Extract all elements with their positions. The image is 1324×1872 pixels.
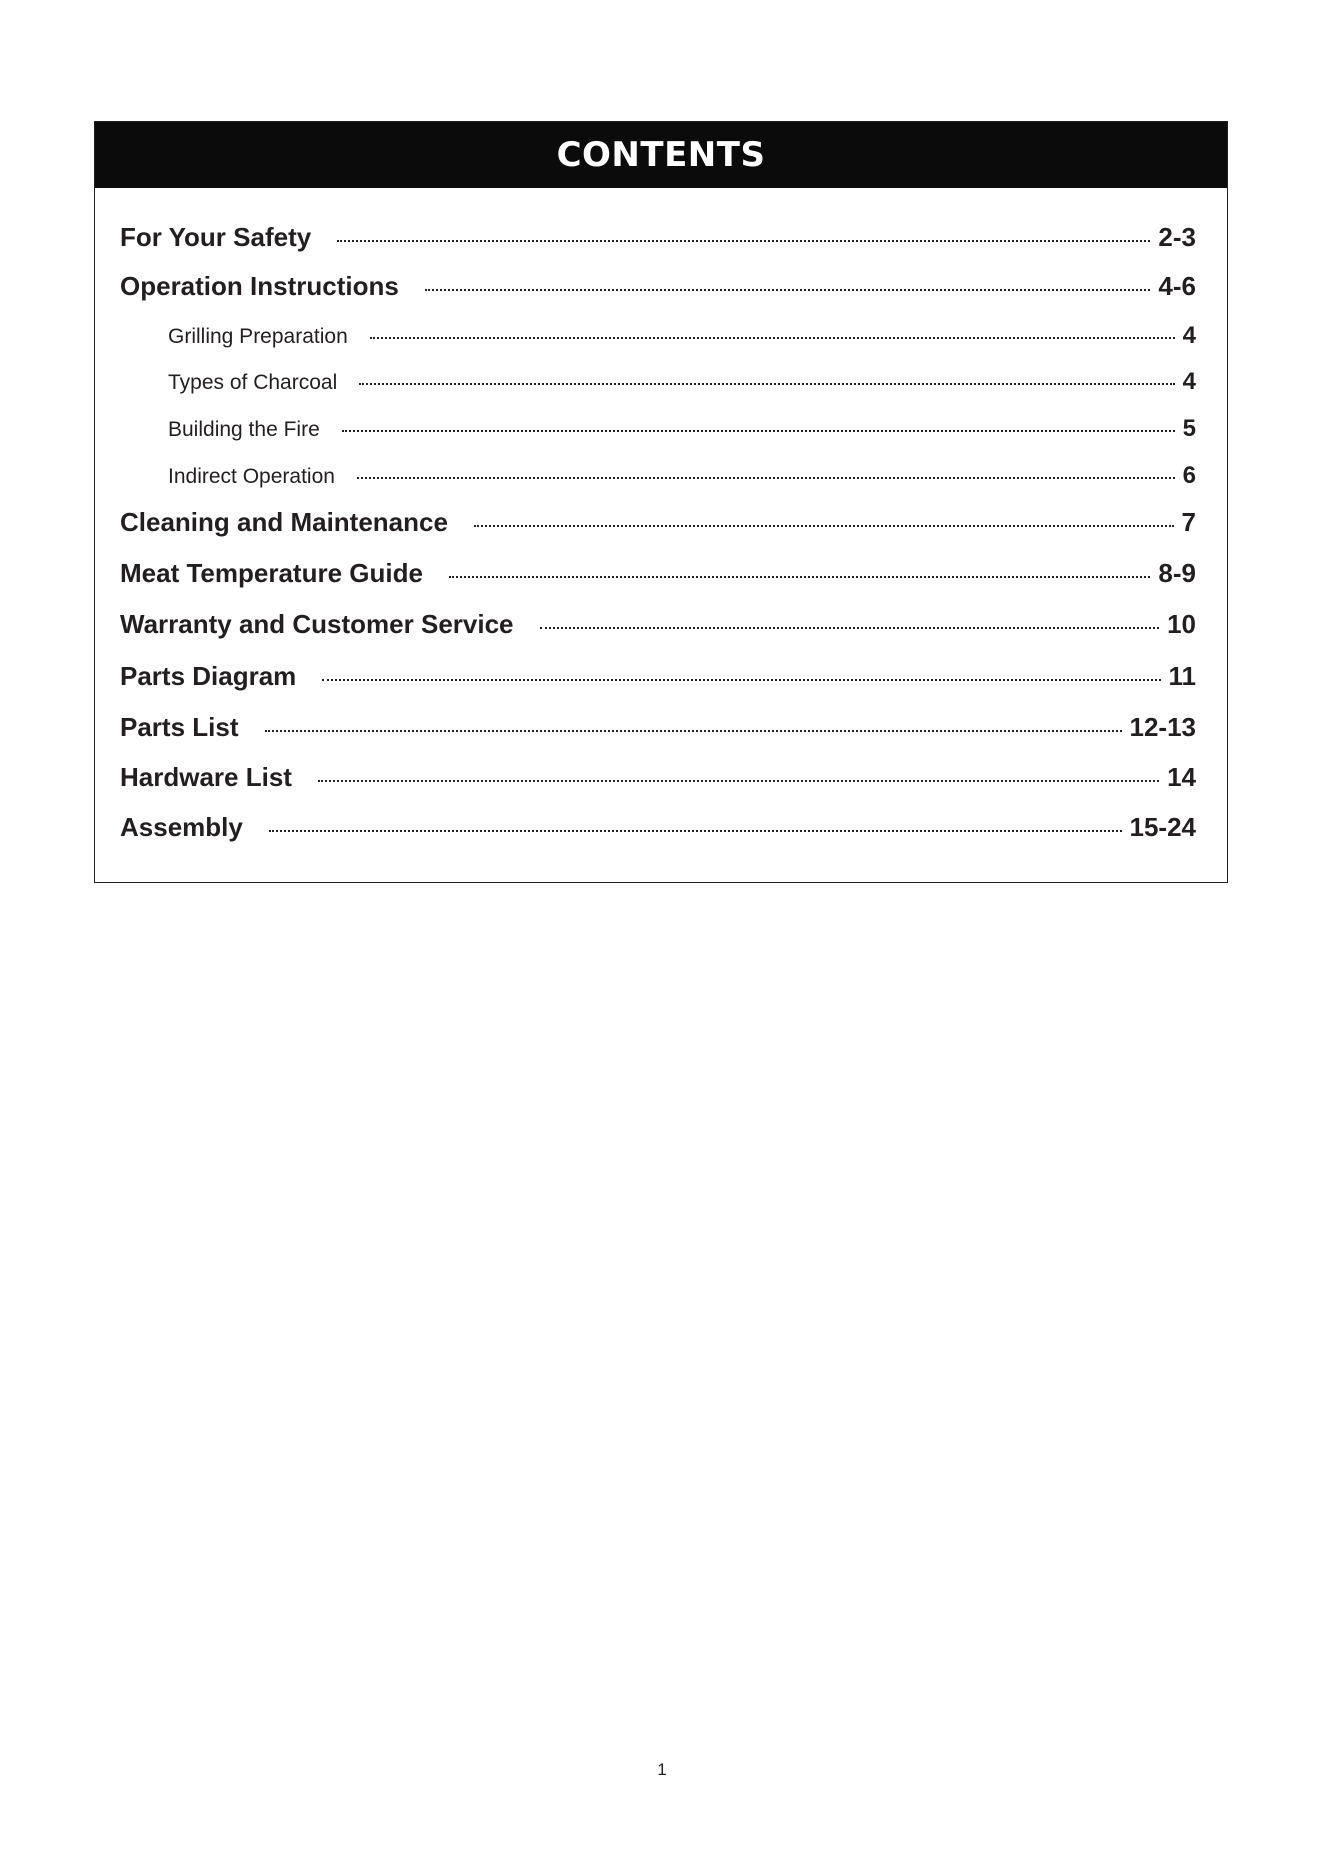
toc-entry-title: Cleaning and Maintenance (120, 507, 448, 537)
toc-entry-page: 4-6 (1158, 271, 1196, 301)
toc-entry-page: 14 (1167, 762, 1196, 792)
toc-leader-dots (337, 239, 1150, 242)
toc-leader-dots (449, 575, 1150, 578)
toc-entry-grilling-preparation[interactable] (168, 322, 1196, 350)
toc-entry-page: 8-9 (1158, 558, 1196, 588)
toc-entry-page: 4 (1182, 322, 1196, 349)
toc-entry-page: 7 (1181, 507, 1196, 537)
toc-entry-title: Indirect Operation (168, 465, 335, 488)
toc-leader-dots (318, 779, 1159, 782)
toc-entry-page: 12-13 (1129, 712, 1196, 742)
contents-title: CONTENTS (556, 135, 766, 175)
toc-entry-meat-temperature-guide[interactable] (120, 558, 1196, 589)
toc-entry-title: Meat Temperature Guide (120, 558, 423, 588)
toc-entry-title: Types of Charcoal (168, 371, 338, 394)
toc-entry-title: For Your Safety (120, 222, 312, 252)
toc-entry-page: 11 (1168, 661, 1196, 691)
toc-entry-indirect-operation[interactable] (168, 462, 1196, 490)
toc-leader-dots (540, 626, 1160, 629)
page-number: 1 (657, 1760, 667, 1779)
toc-entry-title: Building the Fire (168, 418, 320, 441)
toc-entry-hardware-list[interactable] (120, 762, 1196, 793)
toc-leader-dots (322, 678, 1160, 681)
toc-leader-dots (370, 336, 1175, 339)
toc-entry-parts-diagram[interactable] (120, 661, 1196, 692)
toc-leader-dots (359, 382, 1174, 385)
toc-entry-title: Operation Instructions (120, 271, 399, 301)
toc-entry-title: Grilling Preparation (168, 325, 348, 348)
toc-entry-types-of-charcoal[interactable] (168, 368, 1196, 396)
toc-entry-page: 15-24 (1129, 812, 1196, 842)
toc-entry-title: Parts List (120, 712, 239, 742)
toc-entry-warranty-and-customer-service[interactable] (120, 609, 1196, 640)
toc-leader-dots (474, 524, 1174, 527)
toc-leader-dots (269, 829, 1122, 832)
toc-leader-dots (357, 476, 1175, 479)
toc-entry-title: Hardware List (120, 762, 292, 792)
toc-entry-title: Assembly (120, 812, 243, 842)
toc-entry-for-your-safety[interactable] (120, 222, 1196, 253)
toc-list (95, 122, 1227, 882)
contents-box (94, 121, 1228, 883)
toc-entry-page: 10 (1167, 609, 1196, 639)
toc-entry-operation-instructions[interactable] (120, 271, 1196, 302)
toc-entry-title: Warranty and Customer Service (120, 609, 514, 639)
toc-entry-parts-list[interactable] (120, 712, 1196, 743)
toc-leader-dots (425, 288, 1151, 291)
toc-leader-dots (265, 729, 1122, 732)
toc-entry-assembly[interactable] (120, 812, 1196, 843)
toc-entry-page: 2-3 (1158, 222, 1196, 252)
toc-entry-title: Parts Diagram (120, 661, 297, 691)
toc-entry-cleaning-and-maintenance[interactable] (120, 507, 1196, 538)
toc-entry-page: 5 (1182, 415, 1196, 442)
toc-entry-page: 4 (1182, 368, 1196, 395)
toc-entry-page: 6 (1182, 462, 1196, 489)
toc-leader-dots (342, 429, 1175, 432)
toc-entry-building-the-fire[interactable] (168, 415, 1196, 443)
